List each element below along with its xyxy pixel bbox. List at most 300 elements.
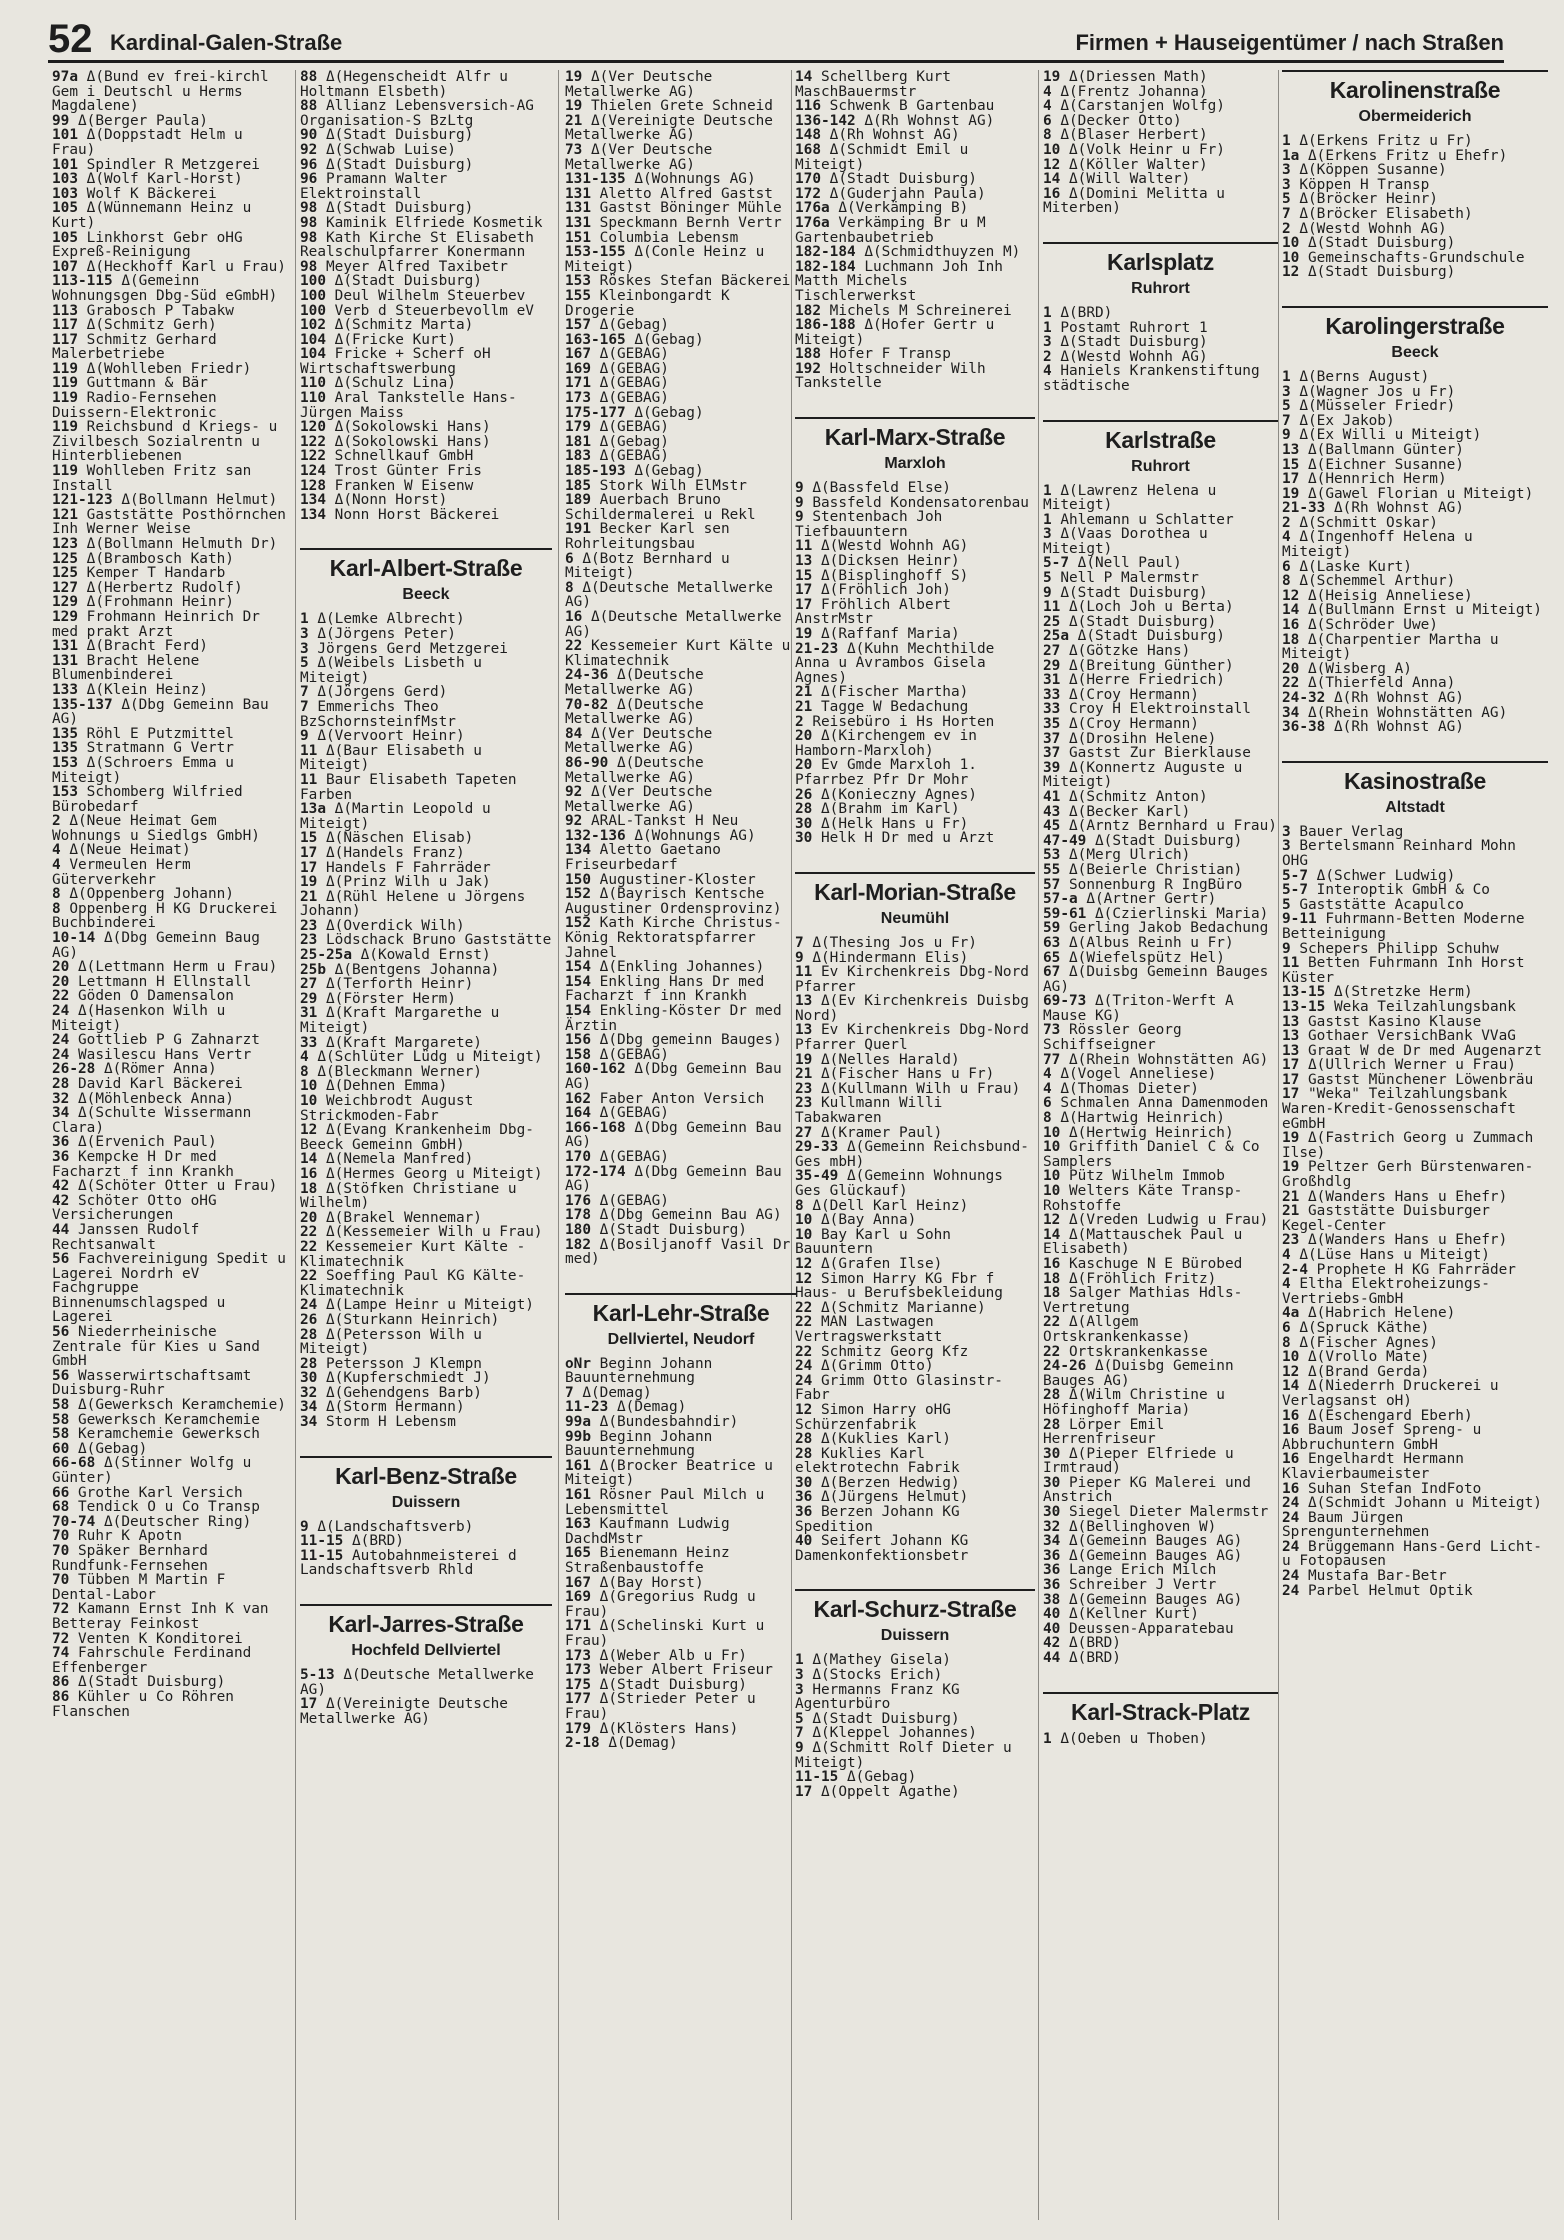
house-number: 47-49	[1043, 832, 1087, 849]
entry-text: Bracht Helene Blumenbinderei	[52, 652, 200, 684]
entry-text: Δ(Rh Wohnst AG)	[1325, 690, 1464, 706]
entry-text: Δ(Sokolowski Hans)	[326, 419, 491, 436]
directory-entry	[1043, 1286, 1278, 1315]
directory-entry	[52, 902, 292, 931]
directory-entry	[300, 1036, 552, 1051]
entry-text: Δ(Croy Hermann)	[1060, 686, 1199, 703]
entry-text: Columbia Lebensm	[591, 229, 739, 246]
house-number: 167	[565, 346, 591, 363]
directory-entry	[795, 1126, 1035, 1141]
house-number: 19	[795, 626, 813, 642]
directory-entry	[795, 99, 1035, 114]
directory-entry	[1282, 399, 1548, 414]
directory-entry	[795, 627, 1035, 642]
entry-text: Aletto Gaetano Friseurbedarf	[565, 842, 721, 874]
entry-text: Δ(Bassfeld Else)	[803, 480, 951, 497]
house-number: 173	[565, 1647, 591, 1664]
house-number: 40	[1043, 1606, 1061, 1623]
directory-entry	[1282, 192, 1548, 207]
house-number: 17	[1282, 1086, 1300, 1103]
house-number: 18	[300, 1180, 318, 1197]
directory-entry	[1282, 1306, 1548, 1321]
entry-text: Δ(Stadt Duisburg)	[1086, 832, 1243, 849]
directory-entry	[565, 289, 797, 318]
entry-text: Δ(Raffanf Maria)	[812, 626, 960, 642]
entry-text: Δ(Merg Ulrich)	[1060, 847, 1191, 864]
house-number: 4	[1043, 98, 1052, 115]
directory-entry	[300, 1167, 552, 1182]
house-number: 153	[52, 784, 78, 801]
district-name: Hochfeld Dellviertel	[351, 1642, 501, 1660]
house-number: 26	[795, 786, 813, 803]
entry-text: Frohmann Heinrich Dr med prakt Arzt	[52, 608, 260, 640]
street-section	[300, 548, 552, 604]
directory-entry	[1282, 501, 1548, 516]
directory-entry	[300, 449, 552, 464]
directory-entry	[565, 581, 797, 610]
entry-text: Bay Karl u Sohn Bauuntern	[795, 1226, 951, 1258]
street-title: Karl-Albert-Straße	[300, 548, 552, 580]
directory-entry	[300, 977, 552, 992]
directory-entry	[1282, 207, 1548, 222]
directory-entry	[300, 1065, 552, 1080]
entry-text: Δ(Deutsche Metallwerke AG)	[565, 754, 704, 786]
entry-text: Δ(Dbg Gemeinn Bau AG)	[565, 1061, 782, 1092]
house-number: 70-74	[52, 1513, 96, 1530]
directory-entry	[1282, 603, 1548, 618]
house-number: 7	[795, 934, 804, 951]
entry-text: Wolf K Bäckerei	[78, 185, 217, 202]
entry-text: Δ(Dicksen Heinr)	[812, 553, 960, 570]
house-number: 33	[1043, 686, 1061, 703]
entry-text: Weber Albert Friseur	[591, 1662, 773, 1679]
house-number: 19	[300, 874, 318, 891]
entry-text: Brüggemann Hans-Gerd Licht- u Fotopausen	[1282, 1538, 1542, 1570]
house-number: 17	[795, 1783, 813, 1800]
house-number: 10	[795, 1212, 813, 1229]
house-number: 154	[565, 959, 591, 976]
house-number: 4a	[1282, 1305, 1300, 1322]
house-number: 10	[1043, 1168, 1061, 1185]
house-number: 14	[795, 70, 813, 85]
directory-entry	[1282, 956, 1548, 985]
district-name: Dellviertel, Neudorf	[607, 1330, 755, 1348]
house-number: 120	[300, 419, 326, 436]
directory-entry	[1043, 644, 1278, 659]
house-number: 4	[1282, 529, 1291, 546]
entry-text: Δ(Herre Friedrich)	[1060, 672, 1225, 689]
directory-entry	[795, 1228, 1035, 1257]
entry-text: Δ(Schemmel Arthur)	[1290, 573, 1456, 590]
house-number: 26-28	[52, 1061, 96, 1078]
directory-entry	[1043, 1563, 1278, 1578]
directory-entry	[1282, 1423, 1548, 1452]
entry-text: Grabosch P Tabakw	[78, 302, 234, 319]
entry-text: Kath Kirche Christus-König Rektoratspfarrer Jahnel	[565, 915, 782, 961]
house-number: 1	[300, 611, 309, 628]
entry-text: Δ(Decker Otto)	[1051, 112, 1182, 129]
entry-text: Δ(BRD)	[343, 1533, 404, 1550]
entry-text: Δ(Dbg Gemeinn Bau AG)	[591, 1207, 782, 1224]
directory-entry	[52, 1048, 292, 1063]
house-number: 18	[1043, 1270, 1061, 1287]
entry-text: Δ(Schelinski Kurt u Frau)	[565, 1618, 765, 1649]
house-number: 1	[1043, 304, 1052, 321]
entry-text: Kemper T Handarb	[78, 565, 226, 582]
directory-entry	[52, 785, 292, 814]
entry-text: Δ(Stocks Erich)	[803, 1667, 943, 1684]
directory-entry	[795, 700, 1035, 715]
house-number: 153	[52, 754, 78, 771]
entry-text: Δ(Grafen Ilse)	[812, 1255, 943, 1272]
directory-entry	[565, 1106, 797, 1121]
directory-entry	[1282, 1073, 1548, 1088]
entry-text: Δ(Kramer Paul)	[812, 1124, 943, 1141]
house-number: 63	[1043, 934, 1061, 951]
directory-entry	[1043, 571, 1278, 586]
entry-text: Δ(Wilm Christine u Höfinghoff Maria)	[1043, 1387, 1225, 1418]
directory-entry	[52, 391, 292, 420]
house-number: 73	[1043, 1022, 1061, 1039]
directory-entry	[300, 744, 552, 773]
entry-text: Holtschneider Wilh Tankstelle	[795, 360, 986, 392]
directory-entry	[795, 1301, 1035, 1316]
entry-text: Δ(GEBAG)	[591, 1105, 669, 1122]
entry-text: Baum Josef Spreng- u Abbruchuntern GmbH	[1282, 1422, 1482, 1453]
house-number: 2	[795, 713, 804, 730]
house-number: 11	[795, 964, 813, 981]
directory-entry	[795, 70, 1035, 99]
house-number: 12	[1043, 1212, 1061, 1229]
entry-text: Δ(Wünnemann Heinz u Kurt)	[52, 200, 252, 231]
directory-entry	[52, 1252, 292, 1325]
directory-entry	[565, 639, 797, 668]
directory-entry	[1043, 1082, 1278, 1097]
house-number: 170	[565, 1148, 591, 1165]
entry-text: Δ(Brambosch Kath)	[78, 550, 234, 567]
house-number: 119	[52, 419, 78, 436]
directory-entry	[565, 318, 797, 333]
directory-entry	[300, 846, 552, 861]
house-number: 116	[795, 98, 821, 115]
house-number: 20	[52, 959, 70, 976]
house-number: 10	[1043, 141, 1061, 158]
directory-entry	[795, 260, 1035, 304]
entry-text: Δ(Thomas Dieter)	[1051, 1080, 1199, 1097]
house-number: 96	[300, 156, 318, 173]
entry-text: Δ(GEBAG)	[591, 390, 669, 407]
directory-entry	[1043, 1169, 1278, 1184]
house-number: 4	[1043, 363, 1052, 380]
entry-text: Δ(Lampe Heinr u Miteigt)	[317, 1297, 534, 1314]
entry-text: Δ(Schmitt Oskar)	[1290, 514, 1438, 531]
house-number: 13	[1282, 1042, 1300, 1059]
house-number: 133	[52, 681, 78, 698]
entry-text: Ev Gmde Marxloh 1. Pfarrbez Pfr Dr Mohr	[795, 757, 977, 788]
directory-entry	[1282, 676, 1548, 691]
entry-text: Grothe Karl Versich	[69, 1484, 243, 1501]
house-number: 11	[300, 771, 318, 788]
directory-entry	[565, 785, 797, 814]
directory-entry	[1282, 1409, 1548, 1424]
house-number: 22	[1282, 675, 1300, 692]
entry-text: Δ(Frentz Johanna)	[1051, 83, 1208, 100]
directory-entry	[1043, 586, 1278, 601]
directory-entry	[795, 1770, 1035, 1785]
entry-text: Kullmann Willi Tabakwaren	[795, 1095, 943, 1127]
house-number: 24-32	[1282, 690, 1326, 706]
entry-text: Δ(Schmitz Gerh)	[78, 317, 217, 334]
directory-entry	[52, 1398, 292, 1413]
entry-text: Δ(Thierfeld Anna)	[1299, 675, 1456, 692]
house-number: 148	[795, 127, 821, 144]
entry-text: Δ(Ullrich Werner u Frau)	[1299, 1057, 1516, 1074]
house-number: 150	[565, 871, 591, 888]
house-number: 13	[795, 553, 813, 570]
house-number: 6	[565, 550, 574, 567]
house-number: 20	[795, 728, 813, 745]
entry-text: Δ(Enkling Johannes)	[591, 959, 765, 976]
directory-entry	[795, 1199, 1035, 1214]
house-number: 35-49	[795, 1168, 839, 1185]
directory-entry	[565, 552, 797, 581]
house-number: 30	[1043, 1445, 1061, 1462]
house-number: 4	[1043, 1066, 1052, 1083]
entry-text: Δ(Oppenberg Johann)	[60, 886, 234, 903]
entry-text: Δ(Brocker Beatrice u Miteigt)	[565, 1457, 773, 1489]
directory-entry	[795, 1359, 1035, 1374]
entry-text: Δ(Fröhlich Joh)	[812, 582, 951, 599]
entry-text: Deul Wilhelm Steuerbev	[326, 287, 526, 304]
directory-entry	[300, 420, 552, 435]
entry-text: Baur Elisabeth Tapeten Farben	[300, 771, 517, 803]
entry-text: Δ(Stadt Duisburg)	[326, 273, 482, 290]
house-number: 17	[300, 859, 318, 876]
house-number: 24	[300, 1297, 318, 1314]
house-number: 168	[795, 141, 821, 158]
directory-entry	[300, 143, 552, 158]
directory-entry	[52, 362, 292, 377]
entry-text: Hofer F Transp	[821, 346, 951, 363]
entry-text: Simon Harry KG Fbr f Haus- u Berufsbekleidung	[795, 1270, 1003, 1302]
directory-entry	[52, 187, 292, 202]
directory-entry	[1282, 1015, 1548, 1030]
directory-entry	[1043, 1447, 1278, 1476]
entry-text: Δ(GEBAG)	[591, 1046, 669, 1063]
directory-entry	[300, 1182, 552, 1211]
house-number: 24	[795, 1372, 813, 1389]
house-number: 179	[565, 419, 591, 436]
directory-entry	[565, 1150, 797, 1165]
directory-entry	[1282, 265, 1548, 280]
house-number: 166-168	[565, 1119, 626, 1136]
directory-entry	[565, 843, 797, 872]
house-number: 16	[1282, 1451, 1300, 1468]
entry-text: Tübben M Martin F Dental-Labor	[52, 1572, 226, 1603]
house-number: 179	[565, 1720, 591, 1737]
directory-entry	[300, 1211, 552, 1226]
house-number: 21	[300, 888, 318, 905]
house-number: 9-11	[1282, 911, 1317, 928]
directory-entry	[1282, 1248, 1548, 1263]
house-number: 10-14	[52, 930, 96, 947]
house-number: 3	[1043, 526, 1052, 543]
house-number: 154	[565, 973, 591, 990]
directory-entry	[300, 1079, 552, 1094]
directory-entry	[52, 727, 292, 742]
house-number: 11	[795, 538, 813, 555]
directory-entry	[1043, 1257, 1278, 1272]
directory-entry	[1282, 516, 1548, 531]
directory-entry	[565, 493, 797, 522]
directory-entry	[300, 274, 552, 289]
entry-text: Δ(Allgem Ortskrankenkasse)	[1043, 1314, 1191, 1345]
directory-entry	[1282, 1000, 1548, 1015]
entry-text: Δ(Schmidt Emil u Miteigt)	[795, 141, 969, 173]
directory-entry	[565, 464, 797, 479]
directory-entry	[795, 1213, 1035, 1228]
entry-text: Δ(Deutsche Metallwerke AG)	[565, 667, 704, 698]
house-number: 28	[300, 1326, 318, 1343]
entry-text: Pütz Wilhelm Immob	[1060, 1168, 1225, 1185]
directory-entry	[300, 216, 552, 231]
house-number: 25-25a	[300, 947, 352, 964]
directory-entry	[1282, 472, 1548, 487]
street-title: Karl-Benz-Straße	[300, 1456, 552, 1488]
directory-entry	[52, 610, 292, 639]
directory-entry	[1043, 746, 1278, 761]
house-number: 36	[1043, 1547, 1061, 1564]
directory-entry	[1043, 70, 1278, 85]
house-number: 56	[52, 1251, 70, 1268]
directory-entry	[1043, 1732, 1278, 1747]
directory-entry	[795, 1023, 1035, 1052]
house-number: 165	[565, 1545, 591, 1562]
house-number: 21-23	[795, 640, 839, 657]
directory-entry	[1282, 178, 1548, 193]
entry-text: Δ(Vrollo Mate)	[1299, 1349, 1430, 1366]
entry-text: Δ(Kellner Kurt)	[1060, 1606, 1199, 1623]
entry-text: Gastst Kasino Klause	[1299, 1013, 1482, 1030]
entry-text: Oppenberg H KG Druckerei Buchbinderei	[52, 900, 278, 932]
directory-entry	[565, 1092, 797, 1107]
house-number: 171	[565, 1618, 591, 1635]
house-number: 2-18	[565, 1735, 600, 1752]
entry-text: Δ(Terforth Heinr)	[317, 976, 474, 993]
entry-text: Gaststätte Acapulco	[1290, 896, 1464, 913]
entry-text: Δ(GEBAG)	[591, 419, 669, 436]
directory-entry	[1043, 907, 1278, 922]
directory-entry	[1043, 1549, 1278, 1564]
directory-entry	[300, 700, 552, 729]
entry-text: Δ(Gewerksch Keramchemie)	[69, 1397, 286, 1414]
entry-text: Soeffing Paul KG Kälte-Klimatechnik	[300, 1268, 526, 1299]
directory-entry	[795, 758, 1035, 787]
house-number: 24	[1282, 1495, 1300, 1512]
directory-entry	[52, 931, 292, 960]
house-number: 36-38	[1282, 719, 1326, 736]
house-number: 160-162	[565, 1061, 626, 1078]
directory-entry	[1043, 615, 1278, 630]
entry-text: Δ(Heckhoff Karl u Frau)	[78, 258, 286, 275]
house-number: 88	[300, 98, 318, 115]
entry-text: Δ(Deutsche Metallwerke AG)	[565, 608, 782, 640]
directory-entry	[1043, 187, 1278, 216]
house-number: 13	[1282, 1028, 1300, 1045]
entry-text: Δ(Schmitz Marianne)	[812, 1299, 986, 1316]
entry-text: Rössler Georg Schiffseigner	[1043, 1022, 1182, 1054]
entry-text: Δ(Bullmann Ernst u Miteigt)	[1299, 602, 1542, 619]
directory-entry	[52, 376, 292, 391]
entry-text: Interoptik GmbH & Co	[1308, 882, 1490, 899]
street-section	[795, 872, 1035, 928]
entry-text: Thielen Grete Schneid	[582, 98, 773, 115]
directory-entry	[52, 1529, 292, 1544]
directory-entry	[52, 1632, 292, 1647]
directory-entry	[795, 347, 1035, 362]
directory-entry	[795, 1345, 1035, 1360]
entry-text: Δ(Dell Karl Heinz)	[803, 1197, 969, 1214]
house-number: 11-23	[565, 1399, 609, 1416]
entry-text: Δ(Dbg Gemeinn Bau AG)	[565, 1119, 782, 1151]
directory-entry	[52, 1194, 292, 1223]
directory-entry	[565, 960, 797, 975]
directory-entry	[300, 70, 552, 99]
column-6	[1282, 70, 1548, 2225]
house-number: 98	[300, 214, 318, 231]
house-number: 12	[795, 1255, 813, 1272]
directory-entry	[1282, 618, 1548, 633]
directory-entry	[52, 304, 292, 319]
directory-entry	[565, 1121, 797, 1150]
entry-text: Δ(Hofer Gertr u Miteigt)	[795, 317, 995, 348]
district-name: Marxloh	[884, 455, 946, 473]
directory-entry	[565, 1415, 797, 1430]
directory-entry	[565, 231, 797, 246]
entry-text: Fuhrmann-Betten Moderne Betteinigung	[1282, 911, 1525, 942]
entry-text: Δ(Strieder Peter u Frau)	[565, 1691, 756, 1722]
directory-entry	[1043, 819, 1278, 834]
entry-text: Δ(Oeben u Thoben)	[1051, 1730, 1208, 1747]
entry-text: Ahlemann u Schlatter	[1051, 511, 1234, 528]
directory-entry	[300, 201, 552, 216]
house-number: 119	[52, 463, 78, 480]
directory-entry	[300, 435, 552, 450]
house-number: oNr	[565, 1355, 591, 1372]
entry-text: Schmitz Georg Kfz	[812, 1343, 969, 1360]
entry-text: Δ(Bund ev frei-kirchl Gem i Deutschl u Herms Magdalene)	[52, 70, 269, 115]
house-number: 158	[565, 1046, 591, 1063]
entry-text: Δ(Kessemeier Wilh u Frau)	[317, 1224, 543, 1241]
directory-entry	[1282, 222, 1548, 237]
directory-entry	[565, 1722, 797, 1737]
column-separator	[558, 70, 559, 2220]
entry-text: Δ(Stadt Duisburg)	[1069, 628, 1225, 645]
entry-text: Fricke + Scherf oH Wirtschaftswerbung	[300, 346, 491, 377]
house-number: 17	[795, 582, 813, 599]
directory-entry	[52, 756, 292, 785]
directory-entry	[795, 788, 1035, 803]
entry-text: Δ(Niederrh Druckerei u Verlagsanst oH)	[1282, 1378, 1499, 1409]
directory-entry	[565, 143, 797, 172]
entry-text: Δ(Lemke Albrecht)	[308, 611, 465, 628]
entry-text: Schöter Otto oHG Versicherungen	[52, 1192, 217, 1224]
house-number: 34	[300, 1399, 318, 1416]
directory-entry	[1043, 1272, 1278, 1287]
entry-text: Δ(Kuhn Mechthilde Anna u Avrambos Gisela Agnes)	[795, 640, 995, 686]
entry-text: Δ(Kraft Margarethe u Miteigt)	[300, 1005, 500, 1037]
house-number: 136-142	[795, 112, 856, 129]
